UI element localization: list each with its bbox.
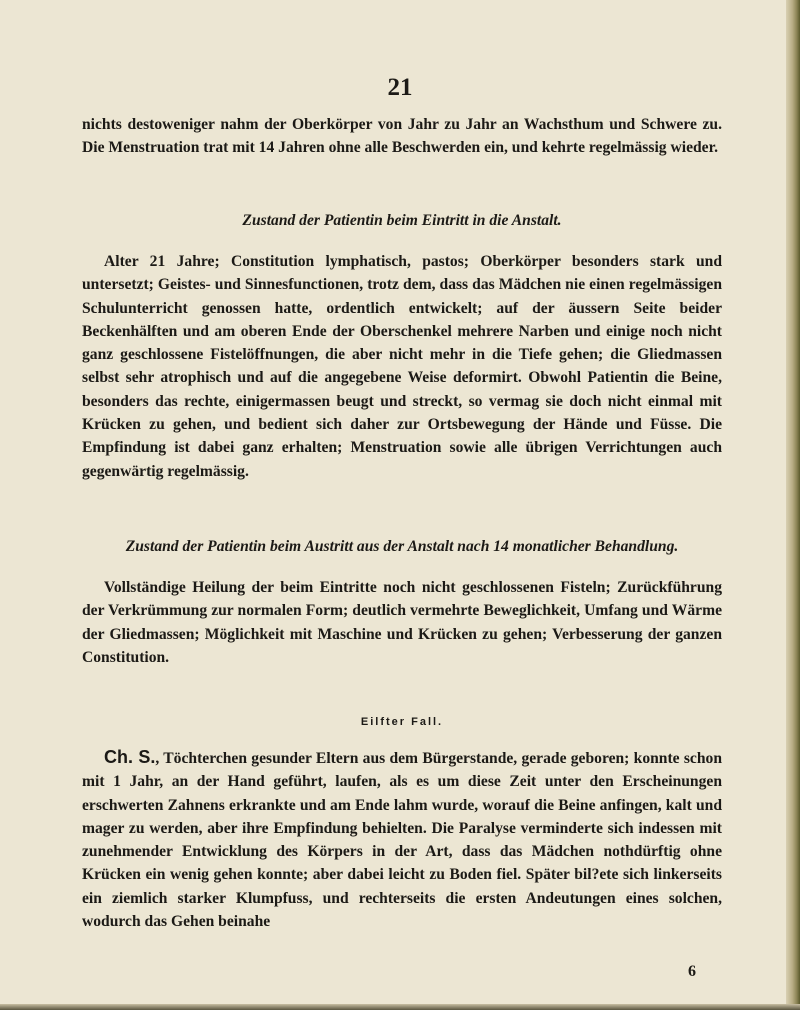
page-edge-shadow: [786, 0, 800, 1010]
page-bottom-edge: [0, 1004, 800, 1010]
paragraph-continuation: nichts destoweniger nahm der Oberkörper von Jahr zu Jahr an Wachsthum und Schwere zu. Die Menstruation trat mit 14 Jahren ohne alle Beschwerden ein, und kehrte regelmässig wieder.: [82, 116, 722, 157]
signature-mark: 6: [688, 963, 696, 980]
paragraph-admission: Alter 21 Jahre; Constitution lymphatisch, pastos; Oberkörper besonders stark und untersetzt; Geistes- und Sinnesfunctionen, trotz dem, dass das Mädchen nie einen regelmässigen Schulunterricht genossen hatte, ordentlich entwickelt; auf der äussern Seite beider Beckenhälften und am oberen Ende der Oberschenkel mehrere Narben und einige noch nicht ganz geschlossene Fistelöffnungen, die aber nicht mehr in die Tiefe gehen; die Gliedmassen selbst sehr atrophisch und auf die angegebene Weise deformirt. Obwohl Patientin die Beine, besonders das rechte, einigermassen beugt und streckt, so vermag sie doch nicht einmal mit Krücken zu gehen, und bedient sich daher zur Ortsbewegung der Hände und Füsse. Die Empfindung ist dabei ganz erhalten; Menstruation sowie alle übrigen Verrichtungen auch gegenwärtig regelmässig.: [82, 253, 722, 480]
case-eleven-text: , Töchterchen gesunder Eltern aus dem Bürgerstande, gerade geboren; konnte schon mit 1 Jahr, an der Hand geführt, laufen, als es um diese Zeit unter den Erscheinungen erschwerten Zahnens erkrankte und am Ende lahm wurde, worauf die Beine anfingen, kalt und mager zu werden, aber ihre Empfindung behielten. Die Paralyse verminderte sich indessen mit zunehmender Entwicklung des Körpers in der Art, dass das Mädchen nothdürftig ohne Krücken ein wenig gehen konnte; aber dabei leicht zu Boden fiel. Später bil?ete sich linkerseits ein ziemlich starker Klumpfuss, und rechterseits die ersten Andeutungen eines solchen, wodurch das Gehen beinahe: [82, 750, 722, 931]
page-number: 21: [387, 74, 413, 101]
case-title: Eilfter Fall.: [360, 716, 444, 728]
paragraph-case-eleven: [82, 746, 722, 933]
section-heading-discharge: Zustand der Patientin beim Austritt aus der Anstalt nach 14 monatlicher Behandlung.: [125, 538, 679, 555]
case-initials: Ch. S.: [104, 747, 156, 767]
section-heading-admission: Zustand der Patientin beim Eintritt in die Anstalt.: [242, 212, 562, 229]
paragraph-discharge: Vollständige Heilung der beim Eintritte noch nicht geschlossenen Fisteln; Zurückführung der Verkrümmung zur normalen Form; deutlich vermehrte Beweglichkeit, Umfang und Wärme der Gliedmassen; Möglichkeit mit Maschine und Krücken zu gehen; Verbesserung der ganzen Constitution.: [82, 579, 722, 666]
